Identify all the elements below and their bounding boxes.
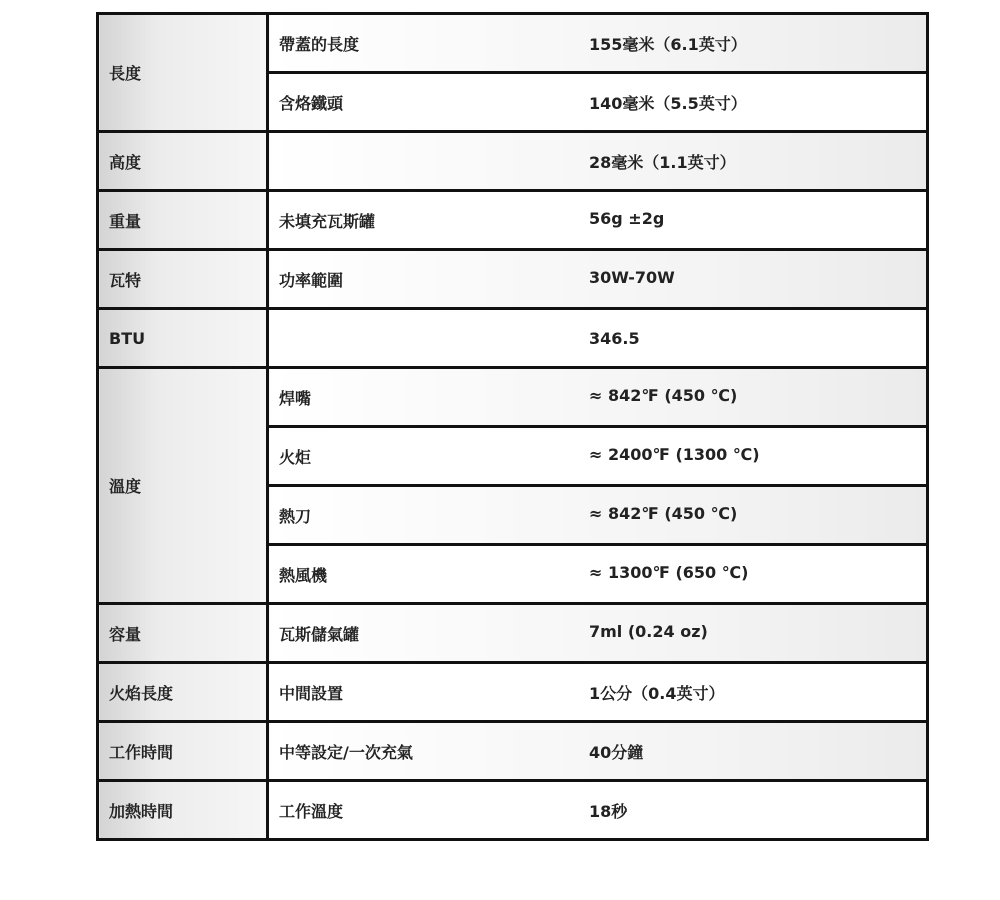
table-row	[98, 722, 928, 781]
spec-value: 346.5	[589, 328, 640, 348]
spec-value: 155毫米（6.1英寸）	[589, 34, 747, 54]
table-row	[98, 604, 928, 663]
table-row	[98, 191, 928, 250]
spec-table	[96, 12, 929, 841]
category-cell: 溫度	[98, 368, 268, 604]
spec-value: 40分鐘	[589, 742, 644, 762]
spec-cell	[268, 14, 928, 73]
sub-label	[279, 329, 589, 348]
table-row	[98, 250, 928, 309]
sub-label: 瓦斯儲氣罐	[279, 624, 360, 644]
sub-label: 熱風機	[279, 565, 328, 585]
sub-label: 帶蓋的長度	[279, 34, 360, 54]
category-cell: 長度	[98, 14, 268, 132]
sub-label: 火炬	[279, 447, 312, 467]
spec-value: ≈ 1300℉ (650 ℃)	[589, 562, 749, 582]
spec-cell	[268, 663, 928, 722]
sub-label: 中間設置	[279, 683, 344, 703]
spec-cell	[268, 191, 928, 250]
spec-cell	[268, 722, 928, 781]
spec-value: 7ml (0.24 oz)	[589, 621, 708, 641]
spec-cell	[268, 250, 928, 309]
table-row	[98, 14, 928, 73]
spec-value: ≈ 842℉ (450 ℃)	[589, 503, 738, 523]
sub-label: 含烙鐵頭	[279, 93, 344, 113]
sub-label: 熱刀	[279, 506, 312, 526]
spec-value: 30W-70W	[589, 267, 675, 287]
category-cell: 重量	[98, 191, 268, 250]
sub-label: 焊嘴	[279, 388, 312, 408]
spec-value: 140毫米（5.5英寸）	[589, 93, 747, 113]
sub-label	[279, 150, 589, 173]
sub-label: 功率範圍	[279, 270, 344, 290]
spec-value: ≈ 2400℉ (1300 ℃)	[589, 444, 760, 464]
category-cell: 容量	[98, 604, 268, 663]
category-cell: BTU	[98, 309, 268, 368]
category-cell: 加熱時間	[98, 781, 268, 840]
spec-cell	[268, 427, 928, 486]
table-row	[98, 663, 928, 722]
spec-cell	[268, 545, 928, 604]
table-row	[98, 368, 928, 427]
spec-cell	[268, 486, 928, 545]
spec-cell	[268, 604, 928, 663]
spec-value: 56g ±2g	[589, 208, 665, 228]
spec-cell	[268, 73, 928, 132]
category-cell: 瓦特	[98, 250, 268, 309]
category-cell: 火焰長度	[98, 663, 268, 722]
spec-value: 28毫米（1.1英寸）	[589, 152, 736, 172]
spec-value: 18秒	[589, 801, 628, 821]
sub-label: 工作溫度	[279, 801, 344, 821]
spec-cell	[268, 781, 928, 840]
table-row	[98, 309, 928, 368]
spec-cell	[268, 132, 928, 191]
category-cell: 高度	[98, 132, 268, 191]
sub-label: 未填充瓦斯罐	[279, 211, 376, 231]
spec-cell	[268, 309, 928, 368]
spec-value: ≈ 842℉ (450 ℃)	[589, 385, 738, 405]
sub-label: 中等設定/一次充氣	[279, 742, 413, 762]
category-cell: 工作時間	[98, 722, 268, 781]
table-row	[98, 132, 928, 191]
table-row	[98, 781, 928, 840]
spec-value: 1公分（0.4英寸）	[589, 683, 725, 703]
spec-cell	[268, 368, 928, 427]
